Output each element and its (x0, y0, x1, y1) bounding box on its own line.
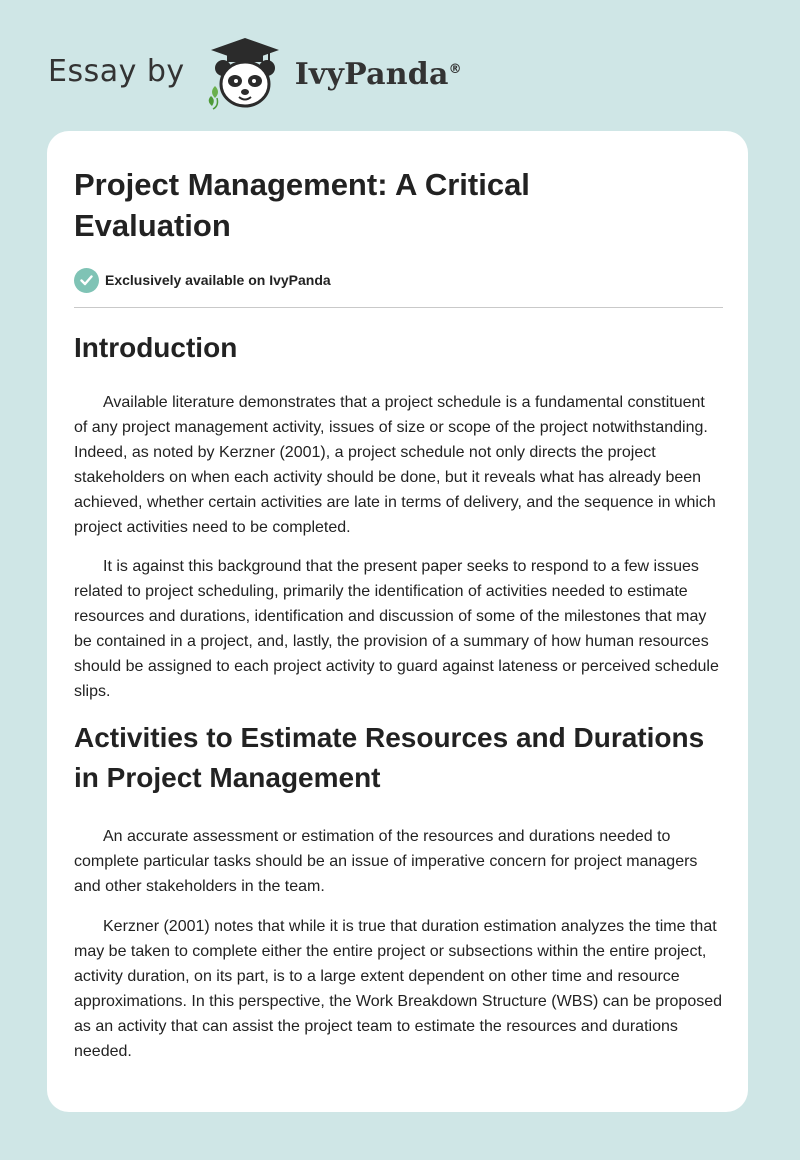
section-heading-introduction: Introduction (74, 332, 238, 363)
divider (74, 307, 723, 308)
paragraph: An accurate assessment or estimation of the resources and durations needed to complete particular tasks should be an issue of imperative concern for project managers and other stakeholders in the team. (74, 828, 698, 895)
brand-header[interactable] (48, 36, 462, 110)
brand-prefix: Essay by (48, 53, 185, 89)
brand-name: IvyPanda® (294, 56, 462, 92)
exclusive-badge (74, 266, 722, 294)
page-title: Project Management: A Critical Evaluation (74, 167, 530, 243)
check-circle-icon (74, 268, 99, 293)
paragraph: Available literature demonstrates that a project schedule is a fundamental constituent of any project management activity, issues of size or scope of the project notwithstanding. Indeed, as noted by Kerzner (2001), a project schedule not only directs the project stakeholders on when each activity should be done, but it reveals what has already been achieved, whether certain activities are late in terms of delivery, and the sequence in which project activities need to be completed. (74, 394, 716, 536)
article-card (47, 131, 748, 1112)
panda-graduate-icon (203, 36, 287, 110)
paragraph: Kerzner (2001) notes that while it is true that duration estimation analyzes the time that may be taken to complete either the entire project or subsections within the entire project, activity duration, on its part, is to a large extent dependent on other time and resource approximations. In this perspective, the Work Breakdown Structure (WBS) can be proposed as an activity that can assist the project team to estimate the resources and durations needed. (74, 918, 723, 1060)
paragraph: It is against this background that the present paper seeks to respond to a few issues related to project scheduling, primarily the identification of activities needed to estimate resources and durations, identification and discussion of some of the milestones that may be contained in a project, and, lastly, the provision of a summary of how human resources should be assigned to each project activity to guard against lateness or perceived schedule slips. (74, 558, 719, 700)
section-heading-activities: Activities to Estimate Resources and Durations in Project Management (74, 722, 705, 793)
badge-text: Exclusively available on IvyPanda (105, 272, 331, 288)
